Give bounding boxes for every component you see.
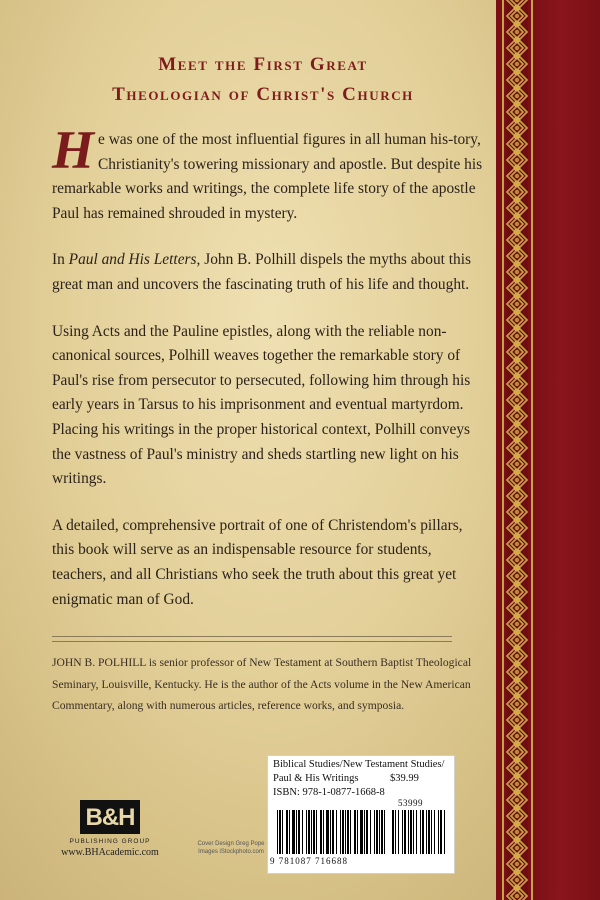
- barcode-bar: [357, 810, 358, 854]
- barcode-bar: [282, 810, 283, 854]
- barcode-bar: [440, 810, 442, 854]
- barcode-bar: [296, 810, 297, 854]
- barcode-bar: [347, 810, 349, 854]
- blurb-paragraph-4: A detailed, comprehensive portrait of one of Christendom's pillars, this book will serve as an indispensable resource for students, teachers, and all Christians who seek the truth about this great yet enigmatic man of God.: [52, 516, 463, 608]
- barcode-main: [277, 810, 387, 854]
- barcode-bar: [416, 810, 417, 854]
- barcode-bar: [422, 810, 424, 854]
- barcode-bar: [354, 810, 356, 854]
- barcode-bar: [366, 810, 368, 854]
- barcode-bar: [379, 810, 380, 854]
- headline-line-1: Meet the First Great: [158, 54, 368, 75]
- bh-logo-text: B&H: [85, 804, 135, 831]
- barcode-bar: [350, 810, 351, 854]
- gold-line-right: [531, 0, 533, 900]
- barcode-bar: [289, 810, 290, 854]
- category-line-2: Paul & His Writings: [273, 773, 359, 784]
- barcode-bar: [402, 810, 403, 854]
- blurb-paragraph-2-text: , John B. Polhill dispels the myths about this great man and uncovers the fascinating truth of his life and thought.: [52, 251, 471, 293]
- barcode-bar: [364, 810, 365, 854]
- barcode-bar: [398, 810, 399, 854]
- blurb-paragraph-1: [52, 120, 486, 226]
- barcode-bar: [286, 810, 288, 854]
- barcode-bar: [330, 810, 331, 854]
- barcode-bar: [438, 810, 439, 854]
- barcode-bar: [404, 810, 406, 854]
- barcode-bar: [395, 810, 396, 854]
- barcode-bar: [326, 810, 329, 854]
- barcode-bar: [302, 810, 303, 854]
- barcode-bar: [298, 810, 300, 854]
- blurb-text: [52, 120, 486, 634]
- cover-credits: [186, 840, 276, 856]
- barcode-bar: [308, 810, 310, 854]
- barcode-addon: [392, 810, 448, 854]
- barcode-bar: [360, 810, 363, 854]
- barcode-bar: [420, 810, 421, 854]
- barcode-bar: [381, 810, 383, 854]
- blurb-paragraph-1-text: e was one of the most influential figures in all human his-tory, Christianity's towering missionary and apostle. But despite his remarkable works and writings, the complete life story of the apostle Paul has remained shrouded in mystery.: [52, 131, 483, 222]
- barcode-bar: [434, 810, 435, 854]
- author-bio: JOHN B. POLHILL is senior professor of New Testament at Southern Baptist Theological Seminary, Louisville, Kentucky. He is the author of the Acts volume in the New American Commentary, along with numerous articles, reference works, and symposia.: [52, 656, 472, 712]
- red-panel: [536, 0, 600, 900]
- binding-border: [496, 0, 600, 900]
- barcode-bar: [311, 810, 312, 854]
- barcode-bar: [410, 810, 412, 854]
- isbn-number: ISBN: 978-1-0877-1668-8: [273, 787, 385, 798]
- barcode-bar: [370, 810, 371, 854]
- headline-line-2: Theologian of Christ's Church: [112, 84, 414, 105]
- image-credit: Images iStockphoto.com: [198, 849, 264, 855]
- barcode-bar: [444, 810, 445, 854]
- barcode-bar: [413, 810, 414, 854]
- drop-cap: H: [52, 120, 95, 180]
- barcode-bar: [408, 810, 409, 854]
- publisher-logo: [60, 800, 160, 858]
- category-line-1: Biblical Studies/New Testament Studies/: [273, 759, 445, 770]
- barcode-bar: [340, 810, 341, 854]
- addon-number: 53999: [398, 798, 423, 808]
- barcode-bar: [345, 810, 346, 854]
- ean-digits: 9 781087 716688: [270, 856, 348, 866]
- barcode-bar: [428, 810, 430, 854]
- barcode-bar: [384, 810, 385, 854]
- barcode-bar: [342, 810, 344, 854]
- publisher-group: PUBLISHING GROUP: [69, 838, 151, 845]
- barcode-bar: [279, 810, 281, 854]
- cover-headline: [40, 50, 486, 110]
- barcode-bar: [336, 810, 337, 854]
- ornament-strip: [506, 0, 528, 900]
- barcode-bar: [323, 810, 324, 854]
- barcode-bar: [306, 810, 307, 854]
- barcode-bar: [277, 810, 278, 854]
- barcode-bar: [313, 810, 315, 854]
- blurb-paragraph-3: Using Acts and the Pauline epistles, along with the reliable non-canonical sources, Polhill weaves together the remarkable story of Paul's rise from persecutor to persecuted, following him through his early years in Tarsus to his imprisonment and eventual martyrdom. Placing his writings in the proper historical context, Polhill conveys the vastness of Paul's ministry and sheds startling new light on his writings.: [52, 322, 471, 488]
- barcode-bar: [316, 810, 317, 854]
- barcode-bar: [376, 810, 378, 854]
- bh-logo-mark: [80, 800, 140, 834]
- publisher-url: www.BHAcademic.com: [61, 847, 159, 858]
- isbn-label: [267, 755, 455, 874]
- barcode-bar: [292, 810, 295, 854]
- barcode-bar: [431, 810, 432, 854]
- blurb-paragraph-2-prefix: In: [52, 251, 69, 269]
- barcode-bar: [374, 810, 375, 854]
- barcode-bar: [320, 810, 322, 854]
- barcode-bar: [426, 810, 427, 854]
- design-credit: Cover Design Greg Pope: [197, 841, 265, 847]
- barcode-bar: [392, 810, 394, 854]
- barcode-bar: [332, 810, 334, 854]
- gold-line-left: [502, 0, 504, 900]
- divider-rule: [52, 636, 452, 642]
- blurb-paragraph-2: [52, 248, 486, 297]
- book-title: Paul and His Letters: [68, 251, 197, 269]
- price: $39.99: [390, 773, 419, 784]
